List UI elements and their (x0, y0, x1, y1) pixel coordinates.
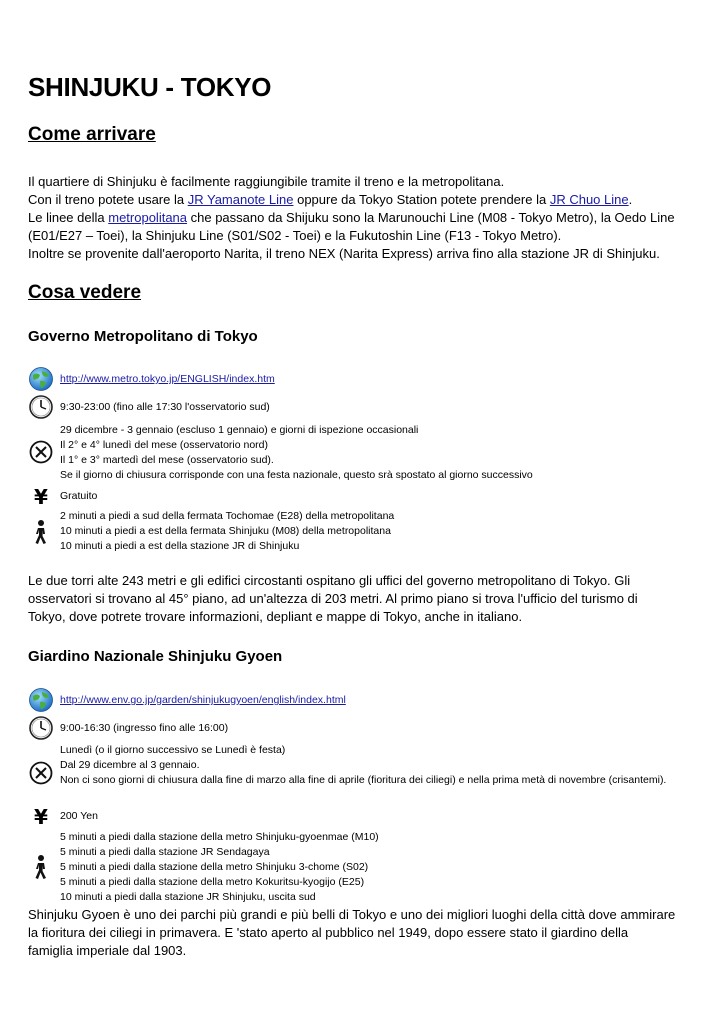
access-line: 10 minuti a piedi a est della fermata Shinjuku (M08) della metropolitana (60, 525, 391, 537)
price: Gratuito (60, 490, 98, 502)
text-line: Le due torri alte 243 metri e gli edifici circostanti ospitano gli uffici del governo metropolitano di Tokyo. Gli (28, 573, 631, 588)
giardino-hours-text (60, 721, 698, 736)
text-line: (E01/E27 – Toei), la Shinjuku Line (S01/S02 - Toei) e la Fukutoshin Line (F13 - Tokyo Metro). (28, 228, 562, 243)
text-line: la fioritura dei ciliegi in primavera. E 'stato aperto al pubblico nel 1949, dopo essere stato il giardino della (28, 925, 629, 940)
text-line: Le linee della metropolitana che passano da Shijuku sono la Marunouchi Line (M08 - Tokyo Metro), la Oedo Line (28, 210, 675, 225)
opening-hours: 9:00-16:30 (ingresso fino alle 16:00) (60, 722, 229, 734)
text-line: famiglia imperiale dal 1903. (28, 943, 187, 958)
yen-icon: ¥ (34, 485, 48, 509)
text-line: Shinjuku Gyoen è uno dei parchi più grandi e più belli di Tokyo e uno dei migliori luoghi della città dove ammirare (28, 907, 676, 922)
governo-hours-text (60, 400, 698, 415)
globe-icon (28, 687, 54, 713)
closed-line: 29 dicembre - 3 gennaio (escluso 1 gennaio) e giorni di ispezione occasionali (60, 424, 419, 436)
pedestrian-icon (28, 519, 54, 545)
closed-line: Se il giorno di chiusura corrisponde con una festa nazionale, questo srà spostato al giorno successivo (60, 469, 533, 481)
governo-website-text (60, 372, 698, 387)
metropolitana-link[interactable]: metropolitana (108, 210, 188, 225)
closed-line: Non ci sono giorni di chiusura dalla fine di marzo alla fine di aprile (fioritura dei ciliegi) e nella prima metà di novembre (crisantemi). (60, 774, 667, 786)
globe-icon (28, 366, 54, 392)
text-line: Il quartiere di Shinjuku è facilmente raggiungibile tramite il treno e la metropolitana. (28, 174, 505, 189)
access-line: 2 minuti a piedi a sud della fermata Tochomae (E28) della metropolitana (60, 510, 395, 522)
page-title: SHINJUKU - TOKYO (28, 72, 272, 102)
governo-description (28, 572, 698, 626)
giardino-heading: Giardino Nazionale Shinjuku Gyoen (28, 648, 283, 665)
clock-icon (28, 394, 54, 420)
yen-icon: ¥ (34, 805, 48, 829)
text-line: Inoltre se provenite dall'aeroporto Narita, il treno NEX (Narita Express) arriva fino alla stazione JR di Shinjuku. (28, 246, 660, 261)
giardino-price-text (60, 809, 698, 824)
closed-icon (28, 760, 54, 786)
closed-line: Il 1° e 3° martedì del mese (osservatorio sud). (60, 454, 274, 466)
giardino-website-link[interactable]: http://www.env.go.jp/garden/shinjukugyoen/english/index.html (60, 694, 346, 706)
come-arrivare-text (28, 173, 698, 263)
opening-hours: 9:30-23:00 (fino alle 17:30 l'osservatorio sud) (60, 401, 270, 413)
governo-price-text (60, 489, 698, 504)
jr-chuo-line-link[interactable]: JR Chuo Line (549, 192, 629, 207)
giardino-closed-text (60, 743, 698, 788)
access-line: 5 minuti a piedi dalla stazione della metro Shinjuku-gyoenmae (M10) (60, 831, 379, 843)
access-line: 5 minuti a piedi dalla stazione della metro Kokuritsu-kyogijo (E25) (60, 876, 365, 888)
access-line: 10 minuti a piedi a est della stazione JR di Shinjuku (60, 540, 300, 552)
access-line: 5 minuti a piedi dalla stazione della metro Shinjuku 3-chome (S02) (60, 861, 369, 873)
giardino-description (28, 906, 698, 960)
closed-line: Dal 29 dicembre al 3 gennaio. (60, 759, 200, 771)
text-line: Tokyo, dove potrete trovare informazioni, depliant e mappe di Tokyo, anche in italiano. (28, 609, 523, 624)
pedestrian-icon (28, 854, 54, 880)
giardino-access-text (60, 830, 698, 905)
text-line: Con il treno potete usare la JR Yamanote Line oppure da Tokyo Station potete prendere la JR Chuo Line. (28, 192, 633, 207)
access-line: 10 minuti a piedi dalla stazione JR Shinjuku, uscita sud (60, 891, 316, 903)
governo-website-link[interactable]: http://www.metro.tokyo.jp/ENGLISH/index.htm (60, 373, 275, 385)
closed-icon (28, 439, 54, 465)
clock-icon (28, 715, 54, 741)
text-line: osservatori si trovano al 45° piano, ad un'altezza di 203 metri. Al primo piano si trova l'ufficio del turismo di (28, 591, 638, 606)
access-line: 5 minuti a piedi dalla stazione JR Sendagaya (60, 846, 270, 858)
section-heading-cosa-vedere: Cosa vedere (28, 282, 142, 303)
governo-heading: Governo Metropolitano di Tokyo (28, 328, 258, 345)
section-heading-come-arrivare: Come arrivare (28, 124, 156, 145)
closed-line: Il 2° e 4° lunedì del mese (osservatorio nord) (60, 439, 269, 451)
governo-access-text (60, 509, 698, 554)
price: 200 Yen (60, 810, 98, 822)
closed-line: Lunedì (o il giorno successivo se Lunedì è festa) (60, 744, 286, 756)
governo-closed-text (60, 423, 698, 483)
jr-yamanote-line-link[interactable]: JR Yamanote Line (187, 192, 294, 207)
giardino-website-text (60, 693, 698, 708)
